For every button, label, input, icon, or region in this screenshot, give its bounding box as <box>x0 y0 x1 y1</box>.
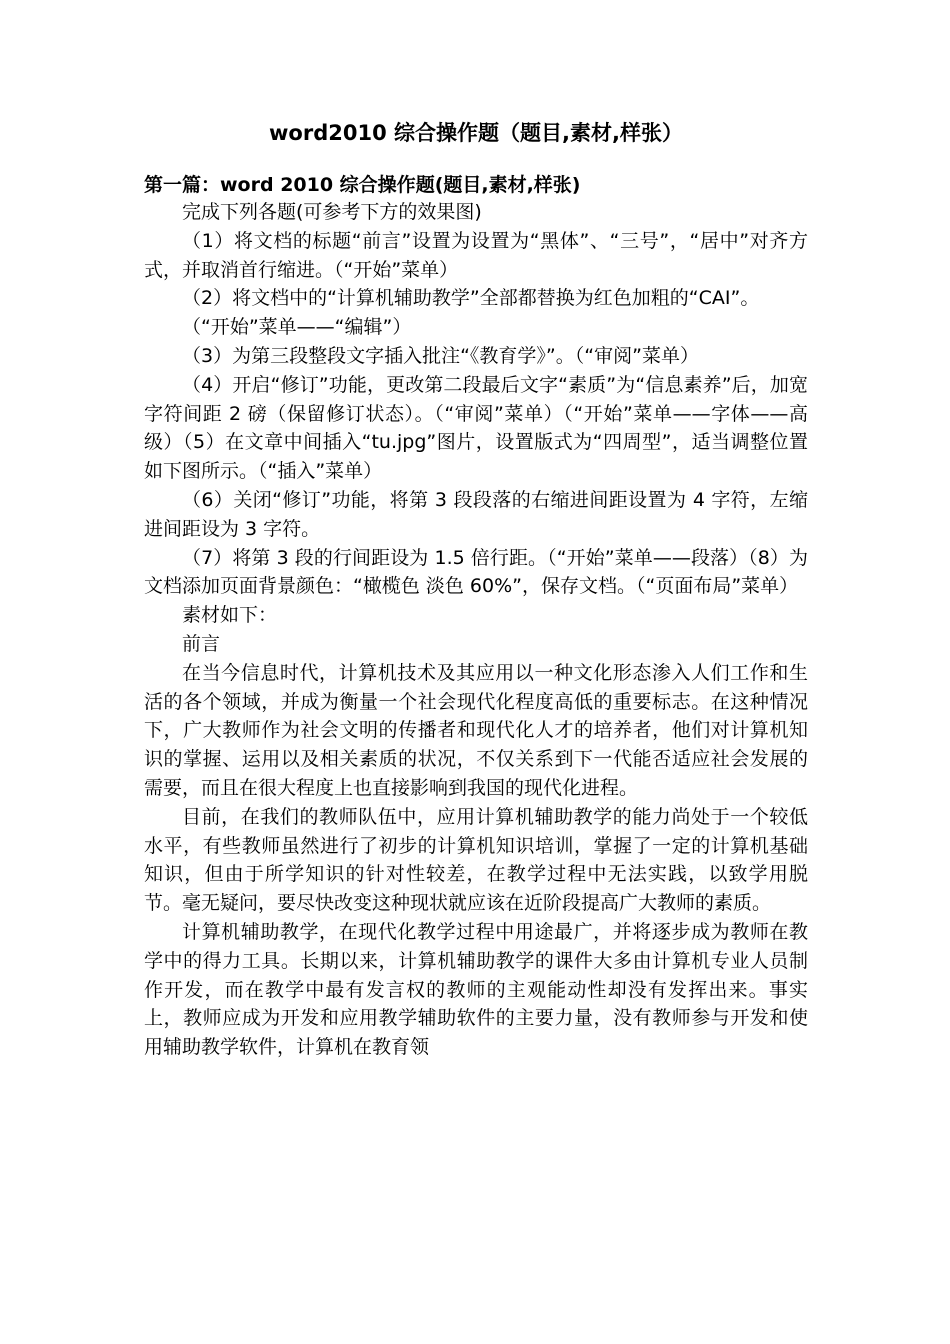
paragraph-preface-heading: 前言 <box>182 632 221 655</box>
paragraph-material-label: 素材如下： <box>182 604 278 627</box>
paragraph-task-7-8: （7）将第 3 段的行间距设为 1.5 倍行距。（“开始”菜单——段落）（8）为文档添加页面背景颜色：“橄榄色 淡色 60%”，保存文档。（“页面布局”菜单） <box>144 546 808 598</box>
document-title: word2010 综合操作题（题目,素材,样张） <box>269 121 683 145</box>
paragraph-body-1: 在当今信息时代，计算机技术及其应用以一种文化形态渗入人们工作和生活的各个领域，并成为衡量一个社会现代化程度高低的重要标志。在这种情况下，广大教师作为社会文明的传播者和现代化人才的培养者，他们对计算机知识的掌握、运用以及相关素质的状况，不仅关系到下一代能否适应社会发展的需要，而且在很大程度上也直接影响到我国的现代化进程。 <box>144 661 808 799</box>
section-heading: 第一篇：word 2010 综合操作题(题目,素材,样张) <box>144 174 581 196</box>
document-body <box>144 198 808 1062</box>
paragraph-body-2: 目前，在我们的教师队伍中，应用计算机辅助教学的能力尚处于一个较低水平，有些教师虽然进行了初步的计算机知识培训，掌握了一定的计算机基础知识，但由于所学知识的针对性较差，在教学过程中无法实践，以致学用脱节。毫无疑问，要尽快改变这种现状就应该在近阶段提高广大教师的素质。 <box>144 805 808 915</box>
paragraph-task-3: （3）为第三段整段文字插入批注“《教育学》”。（“审阅”菜单） <box>182 344 699 367</box>
paragraph-body-3: 计算机辅助教学，在现代化教学过程中用途最广，并将逐步成为教师在教学中的得力工具。长期以来，计算机辅助教学的课件大多由计算机专业人员制作开发，而在教学中最有发言权的教师的主观能动性却没有发挥出来。事实上，教师应成为开发和应用教学辅助软件的主要力量，没有教师参与开发和使用辅助教学软件，计算机在教育领 <box>144 920 808 1059</box>
paragraph-task-1: （1）将文档的标题“前言”设置为设置为“黑体”、“三号”，“居中”对齐方式，并取消首行缩进。（“开始”菜单） <box>144 229 808 281</box>
paragraph-task-6: （6）关闭“修订”功能，将第 3 段段落的右缩进间距设置为 4 字符，左缩进间距设为 3 字符。 <box>144 488 808 540</box>
paragraph-task-4-5: （4）开启“修订”功能，更改第二段最后文字“素质”为“信息素养”后，加宽字符间距 2 磅（保留修订状态）。（“审阅”菜单）（“开始”菜单——字体——高级）（5）在文章中间插入“tu.jpg”图片，设置版式为“四周型”，适当调整位置如下图所示。（“插入”菜单） <box>144 373 808 483</box>
paragraph-task-2: （2）将文档中的“计算机辅助教学”全部都替换为红色加粗的“CAI”。 <box>182 287 760 310</box>
paragraph-task-2-menu: （“开始”菜单——“编辑”） <box>182 316 412 339</box>
paragraph-intro: 完成下列各题(可参考下方的效果图) <box>182 201 482 223</box>
